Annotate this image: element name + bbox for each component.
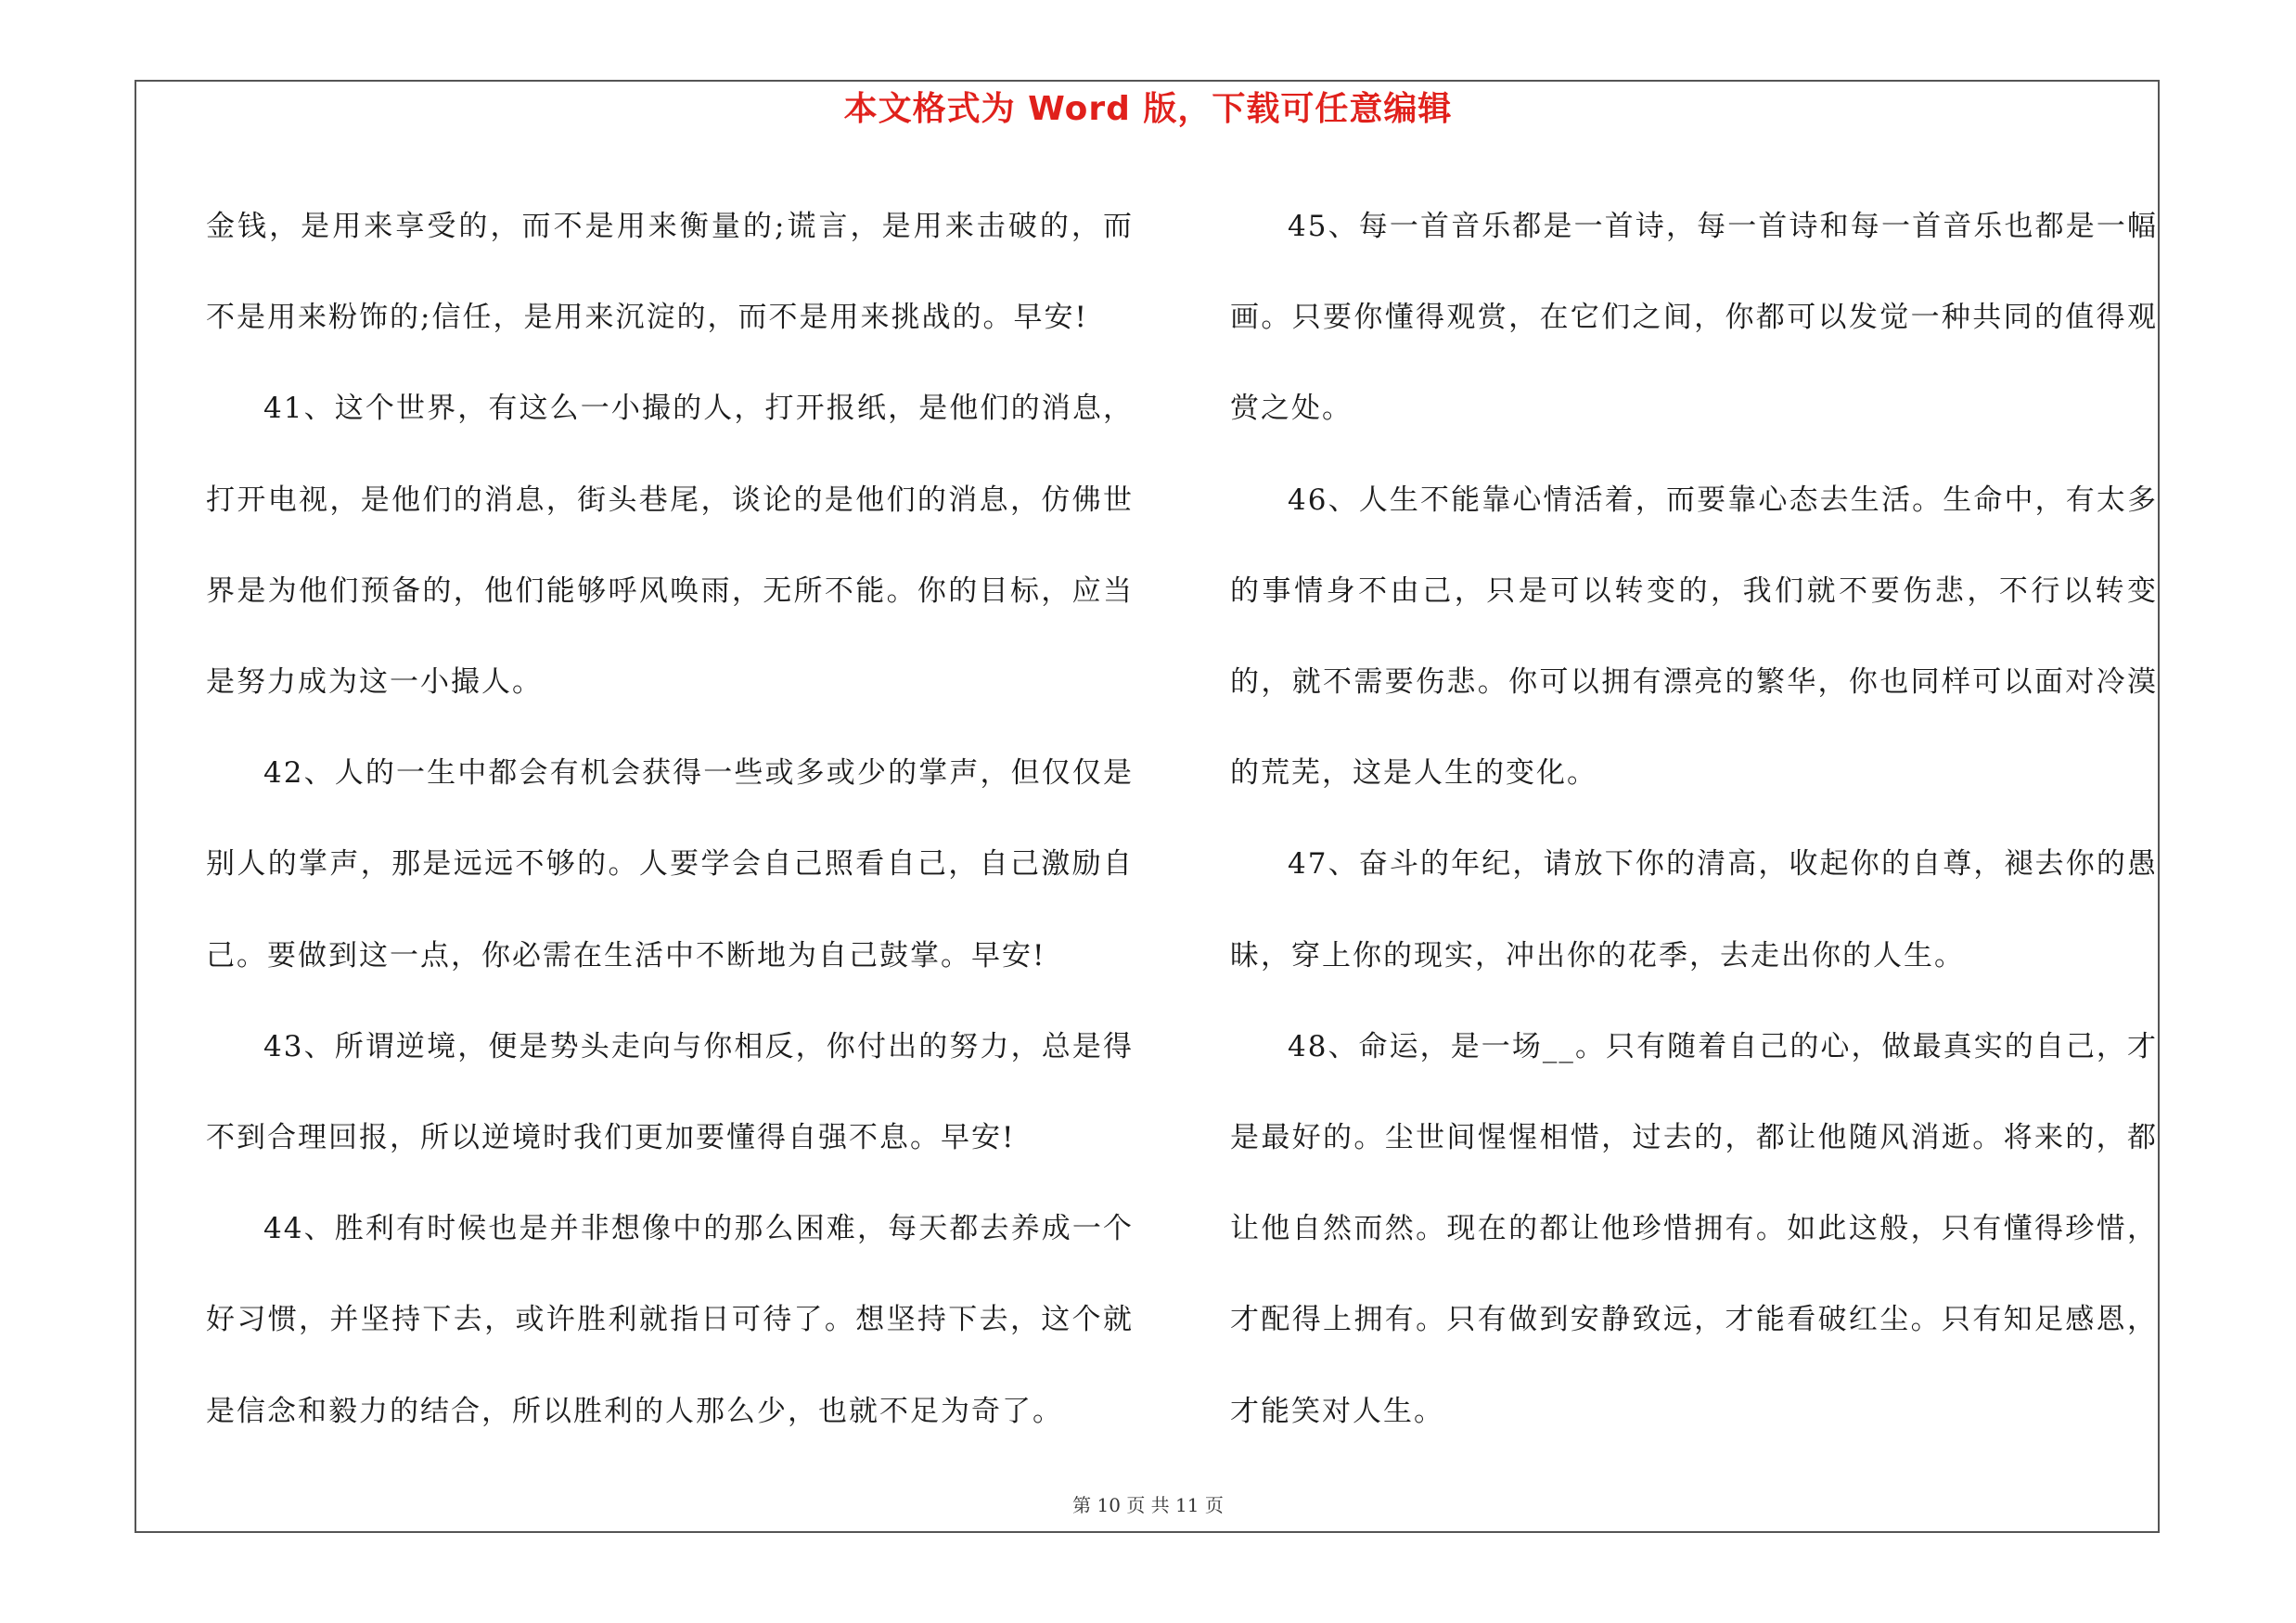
paragraph: 41、这个世界，有这么一小撮的人，打开报纸，是他们的消息，打开电视，是他们的消息，街头巷尾，谈论的是他们的消息，仿佛世界是为他们预备的，他们能够呼风唤雨，无所不能。你的目标，应当是努力成为这一小撮人。 — [206, 392, 1134, 700]
left-column — [206, 181, 1134, 1457]
paragraph: 42、人的一生中都会有机会获得一些或多或少的掌声，但仅仅是别人的掌声，那是远远不够的。人要学会自己照看自己，自己激励自己。要做到这一点，你必需在生活中不断地为自己鼓掌。早安! — [206, 756, 1134, 973]
paragraph: 金钱，是用来享受的，而不是用来衡量的;谎言，是用来击破的，而不是用来粉饰的;信任，是用来沉淀的，而不是用来挑战的。早安! — [206, 210, 1134, 335]
paragraph: 47、奋斗的年纪，请放下你的清高，收起你的自尊，褪去你的愚昧，穿上你的现实，冲出你的花季，去走出你的人生。 — [1230, 847, 2158, 973]
banner-title: 本文格式为 Word 版，下载可任意编辑 — [843, 90, 1453, 128]
paragraph: 46、人生不能靠心情活着，而要靠心态去生活。生命中，有太多的事情身不由己，只是可以转变的，我们就不要伤悲，不行以转变的，就不需要伤悲。你可以拥有漂亮的繁华，你也同样可以面对冷漠的荒芜，这是人生的变化。 — [1230, 483, 2158, 791]
paragraph: 44、胜利有时候也是并非想像中的那么困难，每天都去养成一个好习惯，并坚持下去，或许胜利就指日可待了。想坚持下去，这个就是信念和毅力的结合，所以胜利的人那么少，也就不足为奇了。 — [206, 1212, 1134, 1428]
right-column — [1230, 181, 2158, 1457]
page-number-footer: 第 10 页 共 11 页 — [1072, 1494, 1224, 1516]
paragraph: 45、每一首音乐都是一首诗，每一首诗和每一首音乐也都是一幅画。只要你懂得观赏，在它们之间，你都可以发觉一种共同的值得观赏之处。 — [1230, 210, 2158, 426]
paragraph: 48、命运，是一场__。只有随着自己的心，做最真实的自己，才是最好的。尘世间惺惺相惜，过去的，都让他随风消逝。将来的，都让他自然而然。现在的都让他珍惜拥有。如此这般，只有懂得珍惜，才配得上拥有。只有做到安静致远，才能看破红尘。只有知足感恩，才能笑对人生。 — [1230, 1029, 2158, 1428]
paragraph: 43、所谓逆境，便是势头走向与你相反，你付出的努力，总是得不到合理回报，所以逆境时我们更加要懂得自强不息。早安! — [206, 1029, 1134, 1155]
